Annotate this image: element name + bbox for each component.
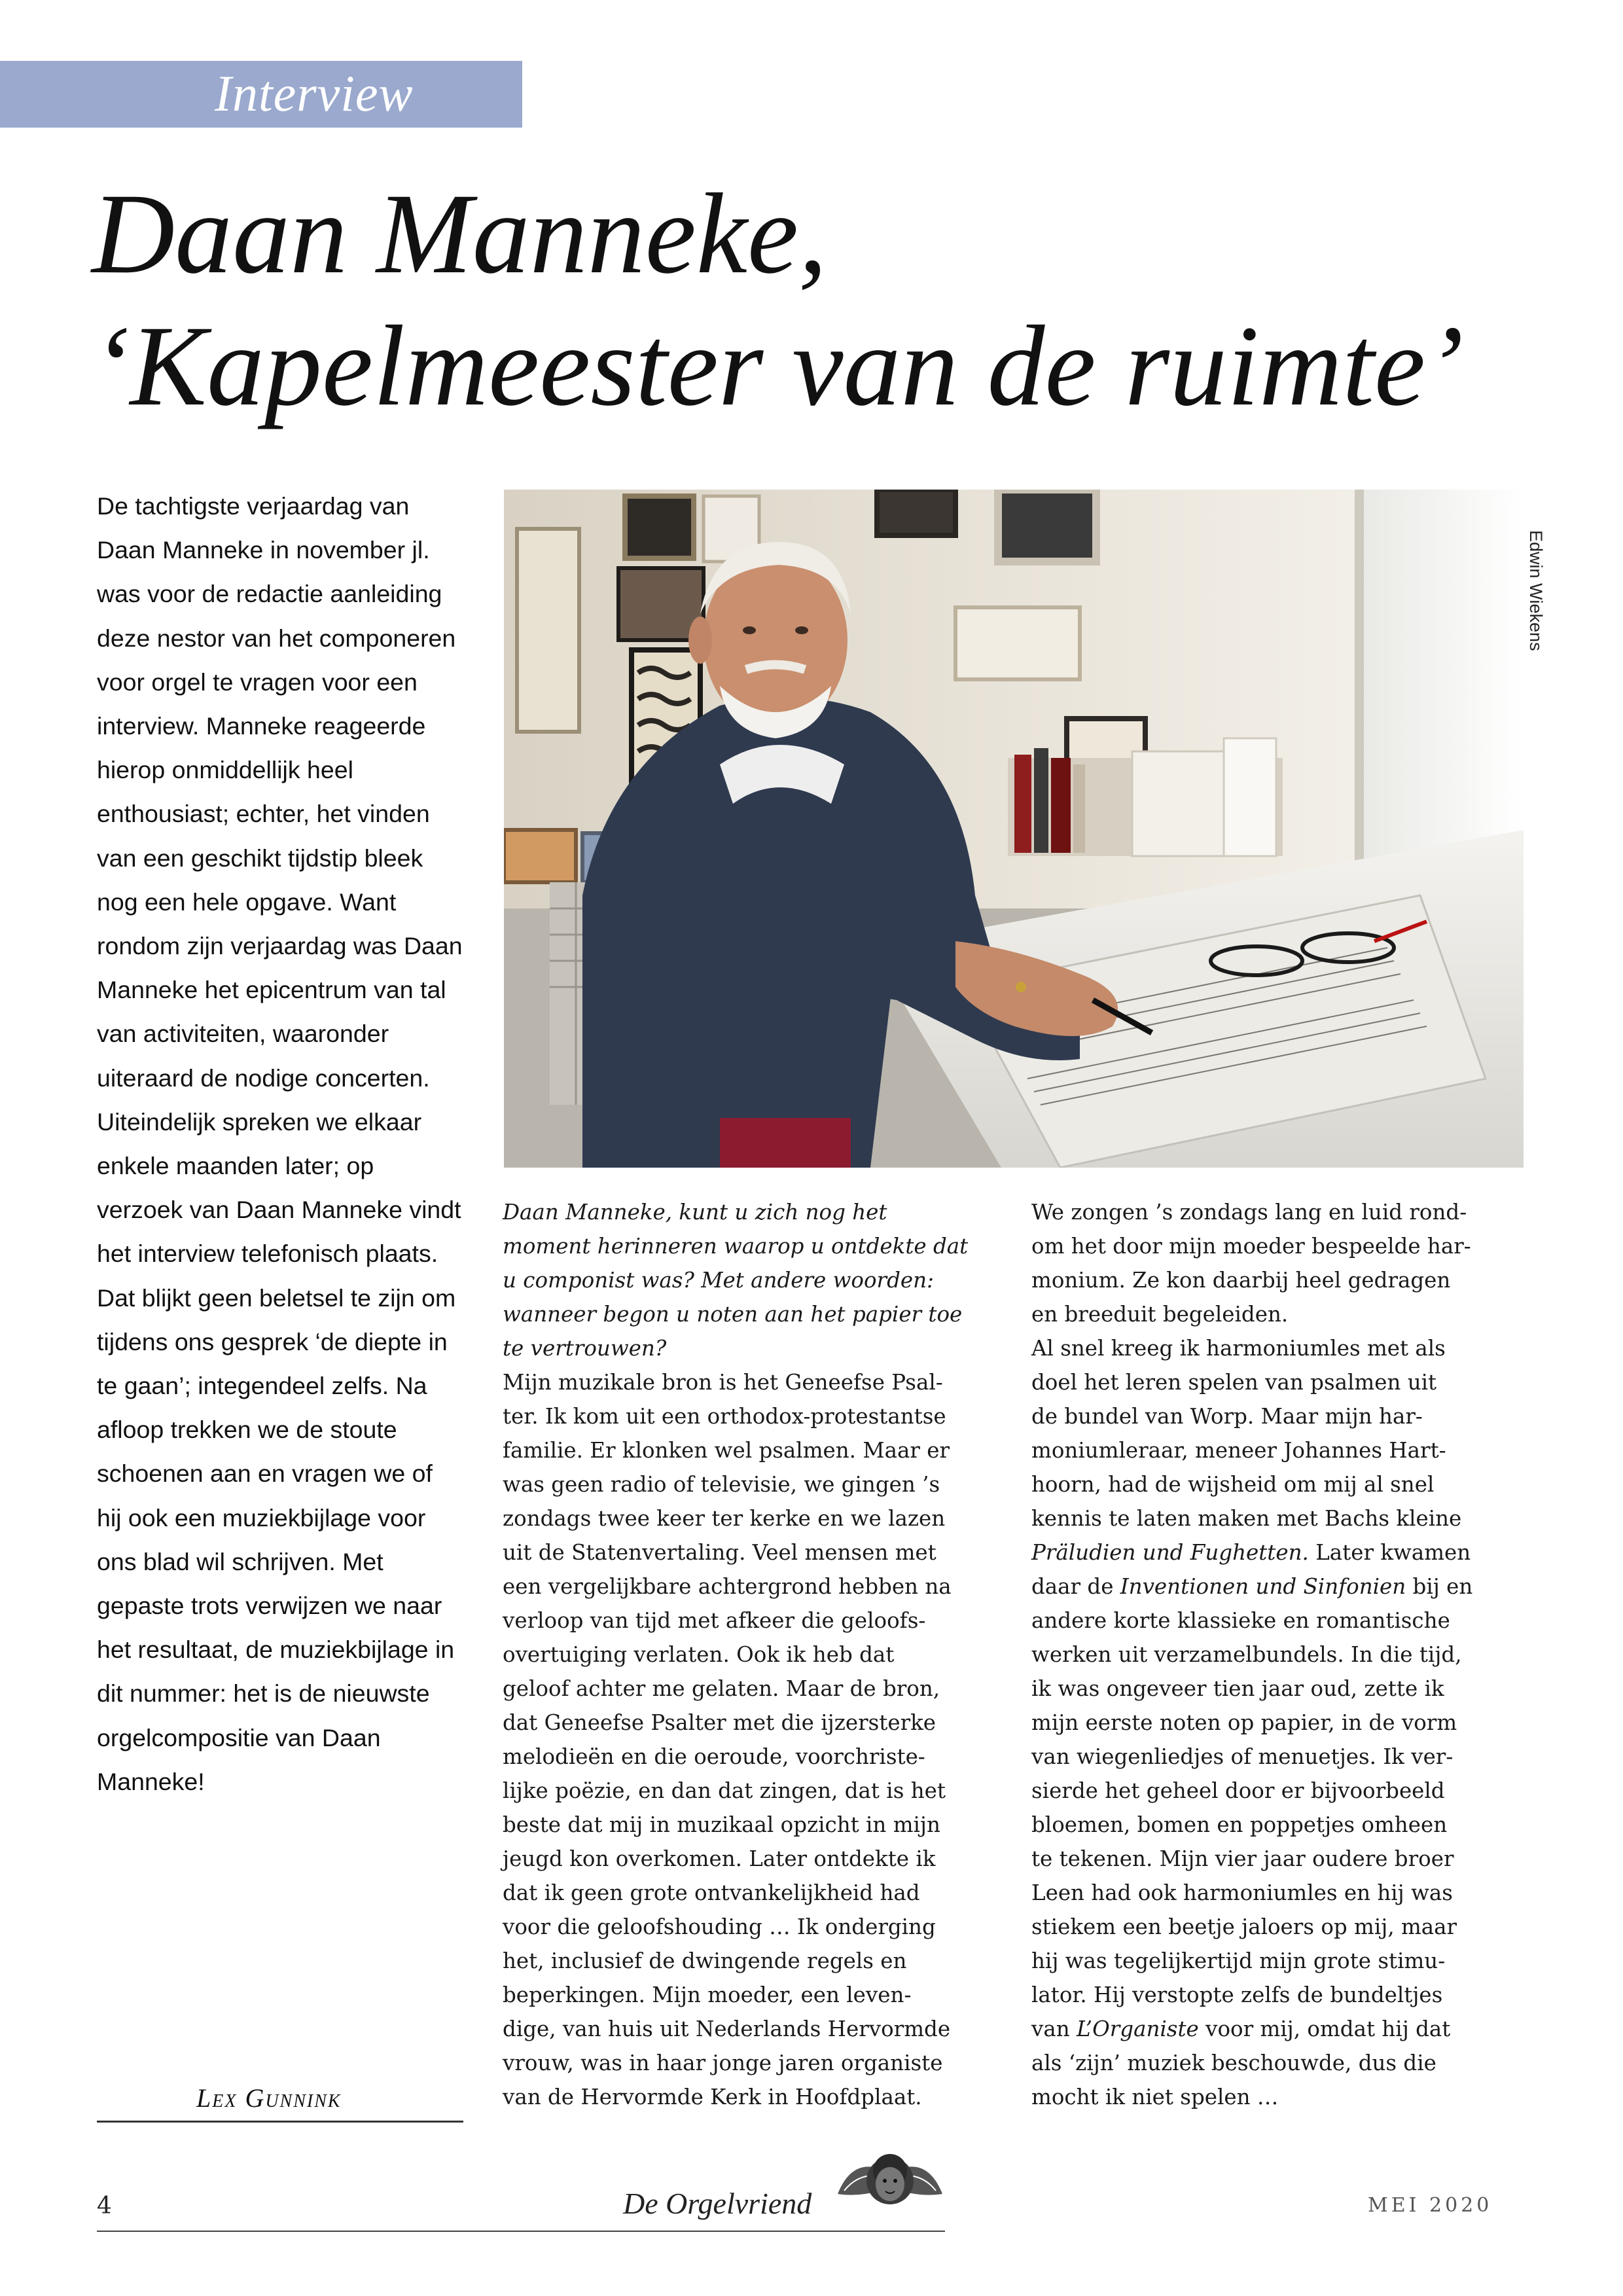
article-line: monium. Ze kon daarbij heel gedragen: [1031, 1268, 1451, 1293]
page-number: 4: [97, 2193, 112, 2219]
article-line: lijke poëzie, en dan dat zingen, dat is het: [503, 1778, 946, 1803]
article-line: familie. Er klonken wel psalmen. Maar er: [503, 1438, 950, 1463]
article-line: stiekem een beetje jaloers op mij, maar: [1031, 1914, 1457, 1939]
article-line: ik was ongeveer tien jaar oud, zette ik: [1031, 1676, 1444, 1701]
title-in-italics: L’Organiste: [1077, 2017, 1199, 2041]
article-title-line-2: ‘Kapelmeester van de ruimte’: [92, 302, 1464, 430]
article-line: dige, van huis uit Nederlands Hervormde: [503, 2017, 951, 2041]
article-line: beste dat mij in muzikaal opzicht in mijn: [503, 1812, 940, 1837]
article-line: bloemen, bomen en poppetjes omheen: [1031, 1812, 1448, 1837]
line-text: daar de: [1031, 1574, 1120, 1599]
author-name: Lex Gunnink: [196, 2083, 342, 2113]
magazine-name: De Orgelvriend: [623, 2187, 812, 2220]
article-line: van de Hervormde Kerk in Hoofdplaat.: [503, 2085, 922, 2109]
article-line: Daan Manneke, kunt u zich nog het: [503, 1200, 887, 1225]
section-label: Interview: [215, 65, 414, 122]
article-line: We zongen ’s zondags lang en luid rond-: [1031, 1200, 1467, 1225]
article-line: van wiegenliedjes of menuetjes. Ik ver-: [1031, 1744, 1454, 1769]
article-line: kennis te laten maken met Bachs kleine: [1031, 1506, 1462, 1531]
article-line: te tekenen. Mijn vier jaar oudere broer: [1031, 1846, 1454, 1871]
article-line: wanneer begon u noten aan het papier toe: [503, 1302, 963, 1327]
article-line: jeugd kon overkomen. Later ontdekte ik: [503, 1846, 936, 1871]
angel-emblem-icon: [831, 2135, 949, 2227]
article-line: te vertrouwen?: [503, 1336, 667, 1361]
author-divider: [97, 2121, 463, 2123]
article-line: sierde het geheel door er bijvoorbeeld: [1031, 1778, 1445, 1803]
article-line: dat ik geen grote ontvankelijkheid had: [503, 1880, 920, 1905]
article-column-middle: [503, 1195, 1000, 2114]
article-line: Mijn muzikale bron is het Geneefse Psal-: [503, 1370, 943, 1395]
article-line: als ‘zijn’ muziek beschouwde, dus die: [1031, 2051, 1436, 2075]
intro-paragraph: De tachtigste verjaardag van Daan Manneke in november jl. was voor de redactie aanleiding deze nestor van het componeren voor orgel te vragen voor een interview. Manneke reageerde hierop onmiddellijk heel enthousiast; echter, het vinden van een geschikt tijdstip bleek nog een hele opgave. Want rondom zijn verjaardag was Daan Manneke het epicentrum van tal van activiteiten, waaronder uiteraard de nodige concerten. Uiteindelijk spreken we elkaar enkele maanden later; op verzoek van Daan Manneke vindt het interview telefonisch plaats. Dat blijkt geen beletsel te zijn om tijdens ons gesprek ‘de diepte in te gaan’; integendeel zelfs. Na afloop trekken we de stoute schoenen aan en vragen we of hij ook een muziekbijlage voor ons blad wil schrijven. Met gepaste trots verwijzen we naar het resultaat, de muziekbijlage in dit nummer: het is de nieuwste orgelcompositie van Daan Manneke!: [97, 492, 463, 1795]
article-line: een vergelijkbare achtergrond hebben na: [503, 1574, 952, 1599]
article-line: hij was tegelijkertijd mijn grote stimu-: [1031, 1948, 1446, 1973]
line-text: bij en: [1406, 1574, 1473, 1599]
issue-date: MEI 2020: [1368, 2194, 1493, 2217]
article-line: de bundel van Worp. Maar mijn har-: [1031, 1404, 1423, 1429]
article-title-line-1: Daan Manneke,: [92, 170, 828, 298]
article-line: Leen had ook harmoniumles en hij was: [1031, 1880, 1453, 1905]
article-line: zondags twee keer ter kerke en we lazen: [503, 1506, 946, 1531]
article-line: vrouw, was in haar jonge jaren organiste: [503, 2051, 943, 2075]
article-line: doel het leren spelen van psalmen uit: [1031, 1370, 1437, 1395]
article-line: geloof achter me gelaten. Maar de bron,: [503, 1676, 940, 1701]
line-text: van: [1031, 2017, 1077, 2041]
article-line: [1031, 2012, 1529, 2046]
article-line: verloop van tijd met afkeer die geloofs-: [503, 1608, 926, 1633]
article-photo: [504, 490, 1524, 1168]
article-line: om het door mijn moeder bespeelde har-: [1031, 1234, 1471, 1259]
article-line: was geen radio of televisie, we gingen ’s: [503, 1472, 940, 1497]
article-line: andere korte klassieke en romantische: [1031, 1608, 1450, 1633]
article-line: Al snel kreeg ik harmoniumles met als: [1031, 1336, 1446, 1361]
article-line: dat Geneefse Psalter met die ijzersterke: [503, 1710, 936, 1735]
title-in-italics: Inventionen und Sinfonien: [1120, 1574, 1406, 1599]
article-line: uit de Statenvertaling. Veel mensen met: [503, 1540, 936, 1565]
article-line: het, inclusief de dwingende regels en: [503, 1948, 907, 1973]
article-line: melodieën en die oeroude, voorchriste-: [503, 1744, 925, 1769]
article-column-right: [1031, 1195, 1529, 2114]
article-line: werken uit verzamelbundels. In die tijd,: [1031, 1642, 1462, 1667]
article-line: u componist was? Met andere woorden:: [503, 1268, 934, 1293]
line-text: Later kwamen: [1308, 1540, 1471, 1565]
article-line: [1031, 1570, 1529, 1604]
article-line: mocht ik niet spelen …: [1031, 2085, 1279, 2109]
article-line: moment herinneren waarop u ontdekte dat: [503, 1234, 969, 1259]
article-line: lator. Hij verstopte zelfs de bundeltjes: [1031, 1982, 1443, 2007]
line-text: voor mij, omdat hij dat: [1198, 2017, 1451, 2041]
article-line: hoorn, had de wijsheid om mij al snel: [1031, 1472, 1435, 1497]
article-line: beperkingen. Mijn moeder, een leven-: [503, 1982, 912, 2007]
article-line: [1031, 1535, 1529, 1570]
photo-credit: Edwin Wiekens: [1526, 530, 1546, 651]
article-line: overtuiging verlaten. Ook ik heb dat: [503, 1642, 895, 1667]
article-line: en breeduit begeleiden.: [1031, 1302, 1289, 1327]
article-line: mijn eerste noten op papier, in de vorm: [1031, 1710, 1457, 1735]
title-in-italics: Präludien und Fughetten.: [1031, 1540, 1309, 1565]
article-line: moniumleraar, meneer Johannes Hart-: [1031, 1438, 1446, 1463]
article-line: ter. Ik kom uit een orthodox-protestantse: [503, 1404, 946, 1429]
article-line: voor die geloofshouding … Ik onderging: [503, 1914, 936, 1939]
footer-divider: [97, 2231, 945, 2232]
